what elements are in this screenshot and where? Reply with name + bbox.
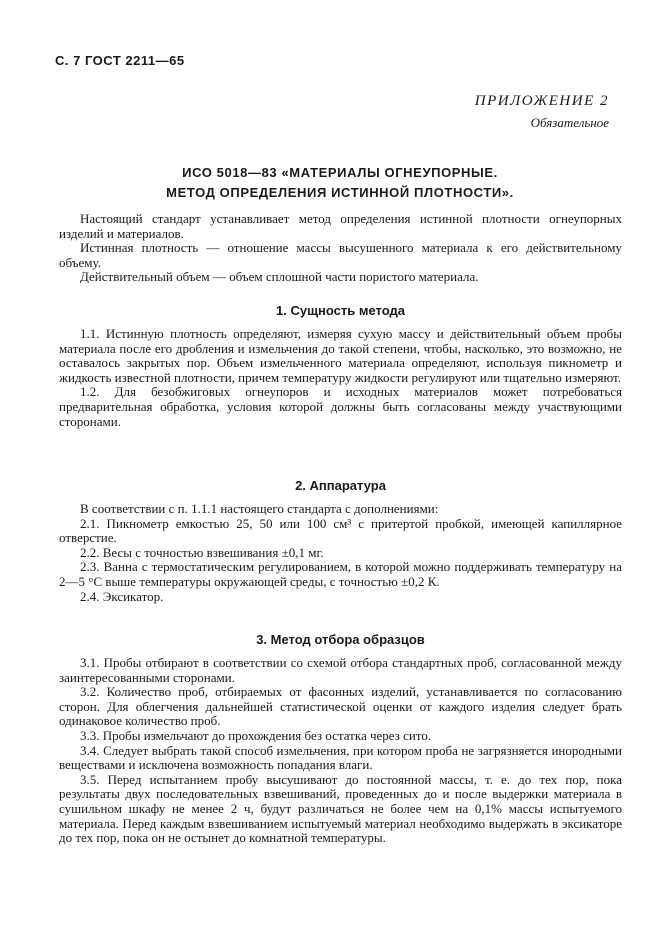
section-2-paragraph: 2.3. Ванна с термостатическим регулированием, в которой можно поддерживать температуру на 2—5 °С выше температуры окружающей среды, с точностью ±0,2 К. <box>59 559 622 589</box>
section-2-paragraph: 2.2. Весы с точностью взвешивания ±0,1 мг. <box>80 544 324 560</box>
intro-paragraph: Настоящий стандарт устанавливает метод определения истинной плотности огнеупорных изделий и материалов. <box>59 211 622 241</box>
section-3-paragraph: 3.3. Пробы измельчают до прохождения без остатка через сито. <box>80 727 432 743</box>
intro-block <box>59 212 622 285</box>
intro-paragraph: Истинная плотность — отношение массы высушенного материала к его действительному объему. <box>59 240 622 270</box>
document-title <box>60 163 620 203</box>
appendix-title: ПРИЛОЖЕНИЕ 2 <box>474 93 609 109</box>
section-3-paragraph: 3.4. Следует выбрать такой способ измельчения, при котором проба не загрязняется инородными веществами и исключена возможность попадания влаги. <box>59 742 622 773</box>
appendix-subtitle: Обязательное <box>530 115 609 130</box>
section-2-paragraph: В соответствии с п. 1.1.1 настоящего стандарта с дополнениями: <box>80 501 439 516</box>
page-header: С. 7 ГОСТ 2211—65 <box>55 53 185 68</box>
section-heading-2: 2. Аппаратура <box>295 478 386 493</box>
document-title-line-2: МЕТОД ОПРЕДЕЛЕНИЯ ИСТИННОЙ ПЛОТНОСТИ». <box>166 185 514 200</box>
section-3-paragraph: 3.1. Пробы отбирают в соответствии со схемой отбора стандартных проб, согласованной между заинтересованными сторонами. <box>59 655 622 685</box>
section-1-paragraph: 1.2. Для безобжиговых огнеупоров и исходных материалов может потребоваться предварительная обработка, условия которой должны быть согласованы между участвующими сторонами. <box>59 384 622 429</box>
section-2-body <box>59 502 622 604</box>
section-heading-3: 3. Метод отбора образцов <box>256 632 425 647</box>
section-3-body <box>59 656 622 846</box>
document-title-line-1: ИСО 5018—83 «МАТЕРИАЛЫ ОГНЕУПОРНЫЕ. <box>182 165 498 180</box>
appendix-label <box>475 92 609 131</box>
section-1-body <box>59 327 622 429</box>
section-1-paragraph: 1.1. Истинную плотность определяют, измеряя сухую массу и действительный объем пробы материала после его дробления и измельчения до такой степени, чтобы, насколько, это возможно, не оставалось закрытых пор. Объем измельченного материала определяют, используя пикнометр и жидкость известной плотности, причем температуру жидкости регулируют или тщательно измеряют. <box>59 326 622 385</box>
section-3-paragraph: 3.2. Количество проб, отбираемых от фасонных изделий, устанавливается по согласованию сторон. Для облегчения дальнейшей статистической оценки от каждого изделия следует брать одинаковое количество проб. <box>59 684 622 729</box>
section-heading-1: 1. Сущность метода <box>276 303 405 318</box>
section-2-paragraph: 2.4. Эксикатор. <box>80 588 164 604</box>
section-3-paragraph: 3.5. Перед испытанием пробу высушивают до постоянной массы, т. е. до тех пор, пока результаты двух последовательных взвешиваний, проведенных до и после выдержки материала в сушильном шкафу не менее 2 ч, будут различаться не более чем на 0,1% массы испытуемого материала. Перед каждым взвешиванием испытуемый материал необходимо выдержать в эксикаторе до тех пор, пока он не остынет до комнатной температуры. <box>59 771 622 846</box>
section-2-paragraph: 2.1. Пикнометр емкостью 25, 50 или 100 см³ с притертой пробкой, имеющей капиллярное отверстие. <box>59 515 622 546</box>
intro-paragraph: Действительный объем — объем сплошной части пористого материала. <box>80 269 479 285</box>
